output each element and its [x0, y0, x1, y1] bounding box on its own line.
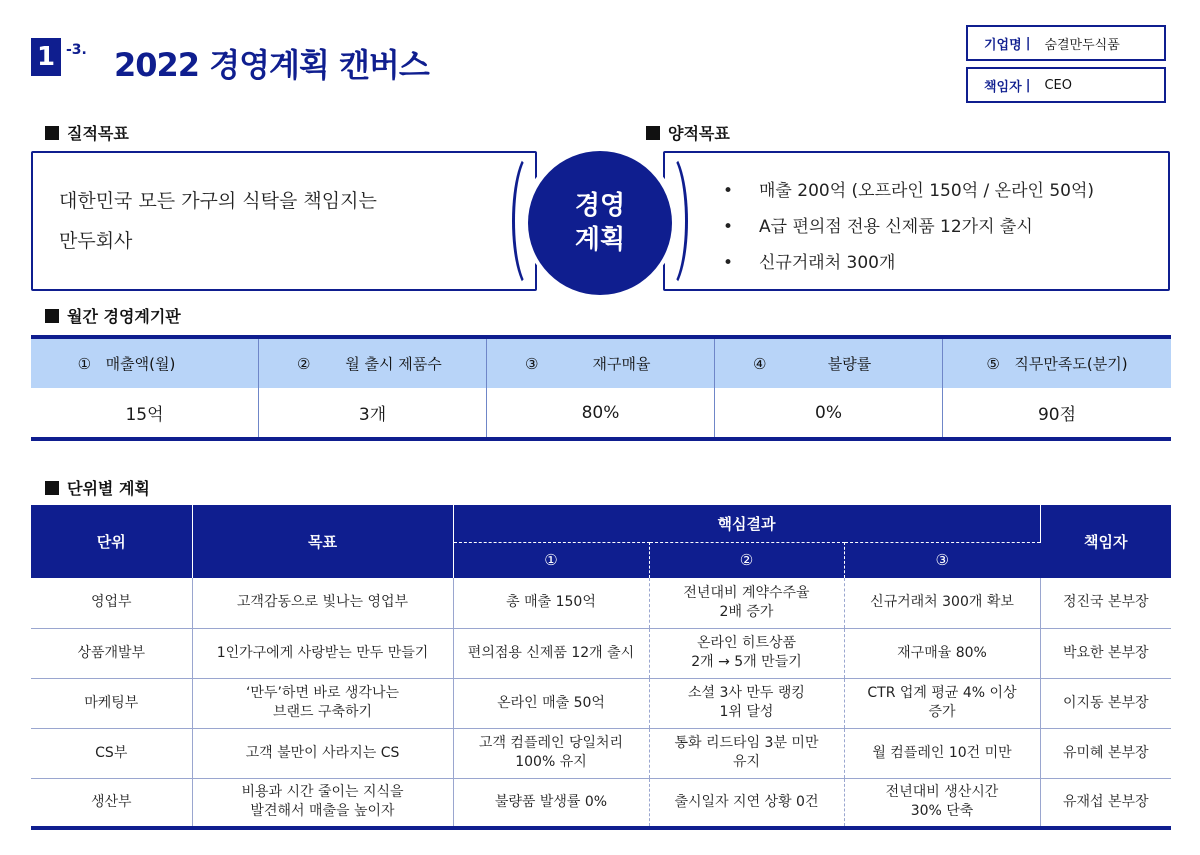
- goal-cell: [192, 628, 453, 678]
- kr2-cell-line: 전년대비 계약수주율: [683, 584, 810, 601]
- table-row: [31, 778, 1171, 828]
- kr3-cell-line: 증가: [928, 704, 956, 720]
- unit-cell: 생산부: [31, 778, 192, 828]
- table-row: [31, 678, 1171, 728]
- square-bullet-icon: [45, 126, 59, 140]
- goal-cell: [192, 778, 453, 828]
- owner-cell: 박요한 본부장: [1040, 628, 1171, 678]
- owner-cell: 유미혜 본부장: [1040, 728, 1171, 778]
- owner-cell: 이지동 본부장: [1040, 678, 1171, 728]
- kr1-cell: [453, 678, 649, 728]
- dashboard-value-row: [31, 388, 1171, 437]
- kr1-cell-line: 100% 유지: [515, 754, 587, 770]
- dashboard-header-row: [31, 339, 1171, 388]
- company-box: [966, 25, 1166, 61]
- owner-box: [966, 67, 1166, 103]
- dashboard-value: 3개: [259, 388, 487, 437]
- owner-value: CEO: [1044, 77, 1072, 93]
- header-unit: 단위: [31, 505, 192, 578]
- square-bullet-icon: [646, 126, 660, 140]
- qualitative-goal-box: [31, 151, 537, 291]
- table-header-row: [31, 505, 1171, 542]
- kr1-cell: [453, 578, 649, 628]
- table-row: [31, 628, 1171, 678]
- kr2-cell-line: 소셜 3사 만두 랭킹: [688, 685, 805, 701]
- quantitative-item: • 매출 200억 (오프라인 150억 / 온라인 50억): [723, 173, 1094, 209]
- monthly-dashboard: [31, 335, 1171, 441]
- dashboard-value: 0%: [715, 388, 943, 437]
- dashboard-header-label: 월 출시 제품수: [345, 355, 442, 373]
- kr2-cell-line: 온라인 히트상품: [696, 635, 797, 651]
- kr2-cell: [649, 628, 844, 678]
- qualitative-line: 만두회사: [59, 230, 133, 252]
- kr2-cell-line: 출시일자 지연 상황 0건: [674, 793, 819, 810]
- square-bullet-icon: [45, 481, 59, 495]
- page-title: 2022 경영계획 캔버스: [114, 46, 429, 84]
- header-kr1: ①: [453, 542, 649, 578]
- kr1-cell: [453, 628, 649, 678]
- kr1-cell-line: 편의점용 신제품 12개 출시: [467, 644, 635, 661]
- goal-cell-line: 비용과 시간 줄이는 지식을: [241, 784, 404, 801]
- section-number: 1: [31, 38, 61, 76]
- header-owner: 책임자: [1040, 505, 1171, 578]
- kr3-cell-line: 신규거래처 300개 확보: [870, 594, 1014, 611]
- goal-cell-line: 발견해서 매출을 높이자: [250, 803, 395, 820]
- dashboard-header-cell: [31, 339, 259, 388]
- kr3-cell: [844, 578, 1040, 628]
- units-heading-text: 단위별 계획: [67, 479, 150, 498]
- kr2-cell-line: 유지: [732, 754, 761, 770]
- kr2-cell-line: 1위 달성: [719, 704, 774, 720]
- header-key-results: 핵심결과: [453, 505, 1040, 542]
- quantitative-heading: [646, 121, 730, 144]
- square-bullet-icon: [45, 309, 59, 323]
- kr1-cell-line: 총 매출 150억: [506, 594, 596, 611]
- company-separator: |: [1025, 35, 1031, 51]
- units-heading: [45, 476, 150, 499]
- unit-cell: 마케팅부: [31, 678, 192, 728]
- kr3-cell: [844, 628, 1040, 678]
- dashboard-value: 90점: [943, 388, 1171, 437]
- header-kr3: ③: [844, 542, 1040, 578]
- goal-cell-line: 고객감동으로 빛나는 영업부: [236, 594, 409, 611]
- qualitative-line: 대한민국 모든 가구의 식탁을 책임지는: [59, 190, 377, 212]
- center-line-2: 계획: [574, 225, 626, 255]
- goal-cell: [192, 728, 453, 778]
- dashboard-header-label: 불량률: [827, 355, 872, 373]
- center-circle-badge: [528, 151, 672, 295]
- unit-cell: 상품개발부: [31, 628, 192, 678]
- goal-cell: [192, 678, 453, 728]
- kr1-cell-line: 온라인 매출 50억: [497, 694, 605, 711]
- kr3-cell: [844, 778, 1040, 828]
- kr2-cell: [649, 678, 844, 728]
- unit-cell: CS부: [31, 728, 192, 778]
- dashboard-header-cell: [943, 339, 1171, 388]
- kr1-cell: [453, 728, 649, 778]
- company-label: 기업명: [984, 37, 1022, 53]
- quantitative-goal-box: [663, 151, 1170, 291]
- quantitative-goal-list: [723, 173, 1094, 281]
- quantitative-heading-text: 양적목표: [668, 124, 730, 143]
- owner-label: 책임자: [984, 79, 1022, 95]
- goal-cell-line: 1인가구에게 사랑받는 만두 만들기: [216, 644, 429, 661]
- qualitative-heading: [45, 121, 129, 144]
- header-goal: 목표: [192, 505, 453, 578]
- kr3-cell-line: 30% 단축: [910, 803, 974, 820]
- goal-cell: [192, 578, 453, 628]
- qualitative-heading-text: 질적목표: [67, 124, 129, 143]
- kr3-cell-line: 재구매율 80%: [897, 644, 987, 661]
- kr1-cell-line: 불량품 발생률 0%: [494, 793, 608, 810]
- dashboard-header-num: ②: [297, 354, 311, 373]
- kr2-cell: [649, 778, 844, 828]
- unit-plan-table: [31, 505, 1171, 830]
- dashboard-header-cell: [715, 339, 943, 388]
- dashboard-header-cell: [487, 339, 715, 388]
- unit-cell: 영업부: [31, 578, 192, 628]
- dashboard-value: 15억: [31, 388, 259, 437]
- header-kr2: ②: [649, 542, 844, 578]
- kr3-cell: [844, 728, 1040, 778]
- kr2-cell-line: 2배 증가: [719, 603, 774, 620]
- table-row: [31, 728, 1171, 778]
- kr2-cell: [649, 578, 844, 628]
- dashboard-header-label: 재구매율: [592, 355, 651, 373]
- kr3-cell-line: 월 컴플레인 10건 미만: [872, 744, 1012, 761]
- quantitative-item: • A급 편의점 전용 신제품 12가지 출시: [723, 209, 1094, 245]
- dashboard-heading-text: 월간 경영계기판: [67, 307, 181, 326]
- owner-separator: |: [1025, 77, 1031, 93]
- dashboard-value: 80%: [487, 388, 715, 437]
- kr2-cell-line: 2개 → 5개 만들기: [691, 654, 802, 670]
- quantitative-item: • 신규거래처 300개: [723, 245, 1094, 281]
- kr2-cell: [649, 728, 844, 778]
- dashboard-header-label: 매출액(월): [105, 355, 176, 373]
- table-row: [31, 578, 1171, 628]
- owner-cell: 유재섭 본부장: [1062, 793, 1149, 810]
- owner-cell: 정진국 본부장: [1040, 578, 1171, 628]
- center-line-1: 경영: [574, 191, 626, 221]
- dashboard-header-num: ①: [77, 354, 92, 373]
- goal-cell-line: 브랜드 구축하기: [272, 704, 373, 720]
- kr1-cell: [453, 778, 649, 828]
- kr2-cell-line: 통화 리드타임 3분 미만: [674, 735, 819, 751]
- dashboard-header-cell: [259, 339, 487, 388]
- dashboard-header-label: 직무만족도(분기): [1014, 355, 1128, 373]
- kr3-cell: [844, 678, 1040, 728]
- company-value: 숨결만두식품: [1044, 37, 1120, 53]
- kr3-cell-line: CTR 업계 평균 4% 이상: [867, 685, 1017, 701]
- dashboard-heading: [45, 304, 181, 327]
- section-suffix: -3.: [66, 42, 87, 58]
- kr1-cell-line: 고객 컴플레인 당일처리: [478, 735, 624, 751]
- goal-cell-line: 고객 불만이 사라지는 CS: [245, 744, 400, 761]
- dashboard-header-num: ④: [753, 354, 767, 373]
- dashboard-header-num: ③: [525, 354, 539, 373]
- dashboard-header-num: ⑤: [986, 354, 1000, 373]
- goal-cell-line: ‘만두’하면 바로 생각나는: [245, 685, 400, 701]
- qualitative-goal-text: [59, 181, 479, 261]
- kr3-cell-line: 전년대비 생산시간: [885, 784, 999, 801]
